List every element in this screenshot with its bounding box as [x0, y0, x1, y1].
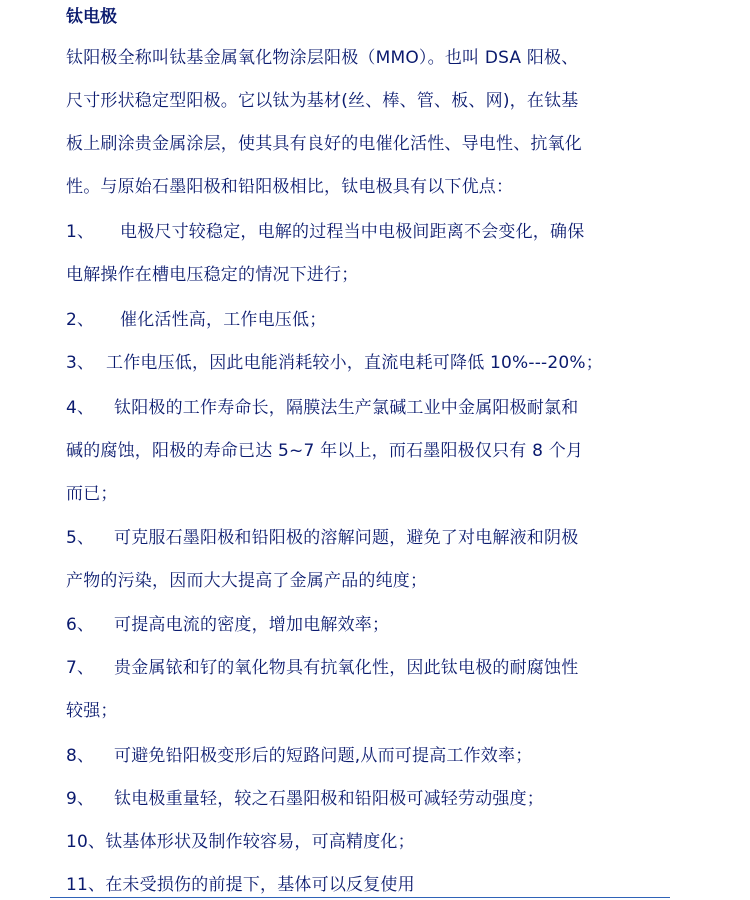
- list-item-text: 可克服石墨阳极和铅阳极的溶解问题，避免了对电解液和阴极: [114, 528, 579, 548]
- list-item-text: 电极尺寸较稳定，电解的过程当中电极间距离不会变化，确保: [120, 222, 585, 242]
- list-item-number: 1、: [66, 222, 95, 242]
- list-item-text: 可避免铅阳极变形后的短路问题,从而可提高工作效率；: [114, 746, 533, 766]
- list-item-4-cont-2: 而已；: [66, 484, 118, 504]
- list-item-6: [66, 613, 666, 637]
- list-item-text: 钛阳极的工作寿命长，隔膜法生产氯碱工业中金属阳极耐氯和: [114, 398, 579, 418]
- list-item-number: 11、: [66, 875, 106, 895]
- list-item-number: 5、: [66, 528, 95, 548]
- list-item-5: [66, 526, 666, 550]
- list-item-7: [66, 656, 666, 680]
- list-item-number: 8、: [66, 746, 95, 766]
- list-item-9: [66, 787, 666, 811]
- list-item-text: 钛电极重量轻，较之石墨阳极和铅阳极可减轻劳动强度；: [114, 789, 544, 809]
- list-item-text: 可提高电流的密度，增加电解效率；: [114, 615, 390, 635]
- list-item-4-cont-1: 碱的腐蚀，阳极的寿命已达 5~7 年以上，而石墨阳极仅只有 8 个月: [66, 441, 584, 461]
- list-item-number: 9、: [66, 789, 95, 809]
- list-item-text: 工作电压低，因此电能消耗较小，直流电耗可降低 10%---20%；: [106, 353, 603, 373]
- list-item-4: [66, 396, 666, 420]
- list-item-3: [66, 351, 666, 375]
- list-item-2: [66, 308, 666, 332]
- list-item-text: 在未受损伤的前提下，基体可以反复使用: [105, 875, 415, 895]
- list-item-11: [66, 873, 666, 897]
- bottom-divider: [50, 897, 670, 898]
- list-item-1-cont: 电解操作在槽电压稳定的情况下进行；: [66, 265, 359, 285]
- list-item-number: 7、: [66, 658, 95, 678]
- intro-line-4: 性。与原始石墨阳极和铅阳极相比，钛电极具有以下优点：: [66, 177, 514, 197]
- intro-line-1: 钛阳极全称叫钛基金属氧化物涂层阳极（MMO）。也叫 DSA 阳极、: [66, 48, 579, 68]
- list-item-5-cont: 产物的污染，因而大大提高了金属产品的纯度；: [66, 571, 428, 591]
- list-item-number: 3、: [66, 353, 95, 373]
- list-item-8: [66, 744, 666, 768]
- list-item-number: 2、: [66, 310, 95, 330]
- intro-line-2: 尺寸形状稳定型阳极。它以钛为基材(丝、棒、管、板、网)，在钛基: [66, 91, 579, 111]
- list-item-7-cont: 较强；: [66, 701, 118, 721]
- list-item-1: [66, 220, 666, 244]
- list-item-number: 6、: [66, 615, 95, 635]
- list-item-10: [66, 830, 666, 854]
- list-item-number: 4、: [66, 398, 95, 418]
- list-item-text: 钛基体形状及制作较容易，可高精度化；: [105, 832, 415, 852]
- document-title: 钛电极: [66, 7, 117, 27]
- list-item-number: 10、: [66, 832, 106, 852]
- list-item-text: 催化活性高，工作电压低；: [120, 310, 327, 330]
- intro-line-3: 板上刷涂贵金属涂层，使其具有良好的电催化活性、导电性、抗氧化: [66, 134, 582, 154]
- list-item-text: 贵金属铱和钌的氧化物具有抗氧化性，因此钛电极的耐腐蚀性: [114, 658, 579, 678]
